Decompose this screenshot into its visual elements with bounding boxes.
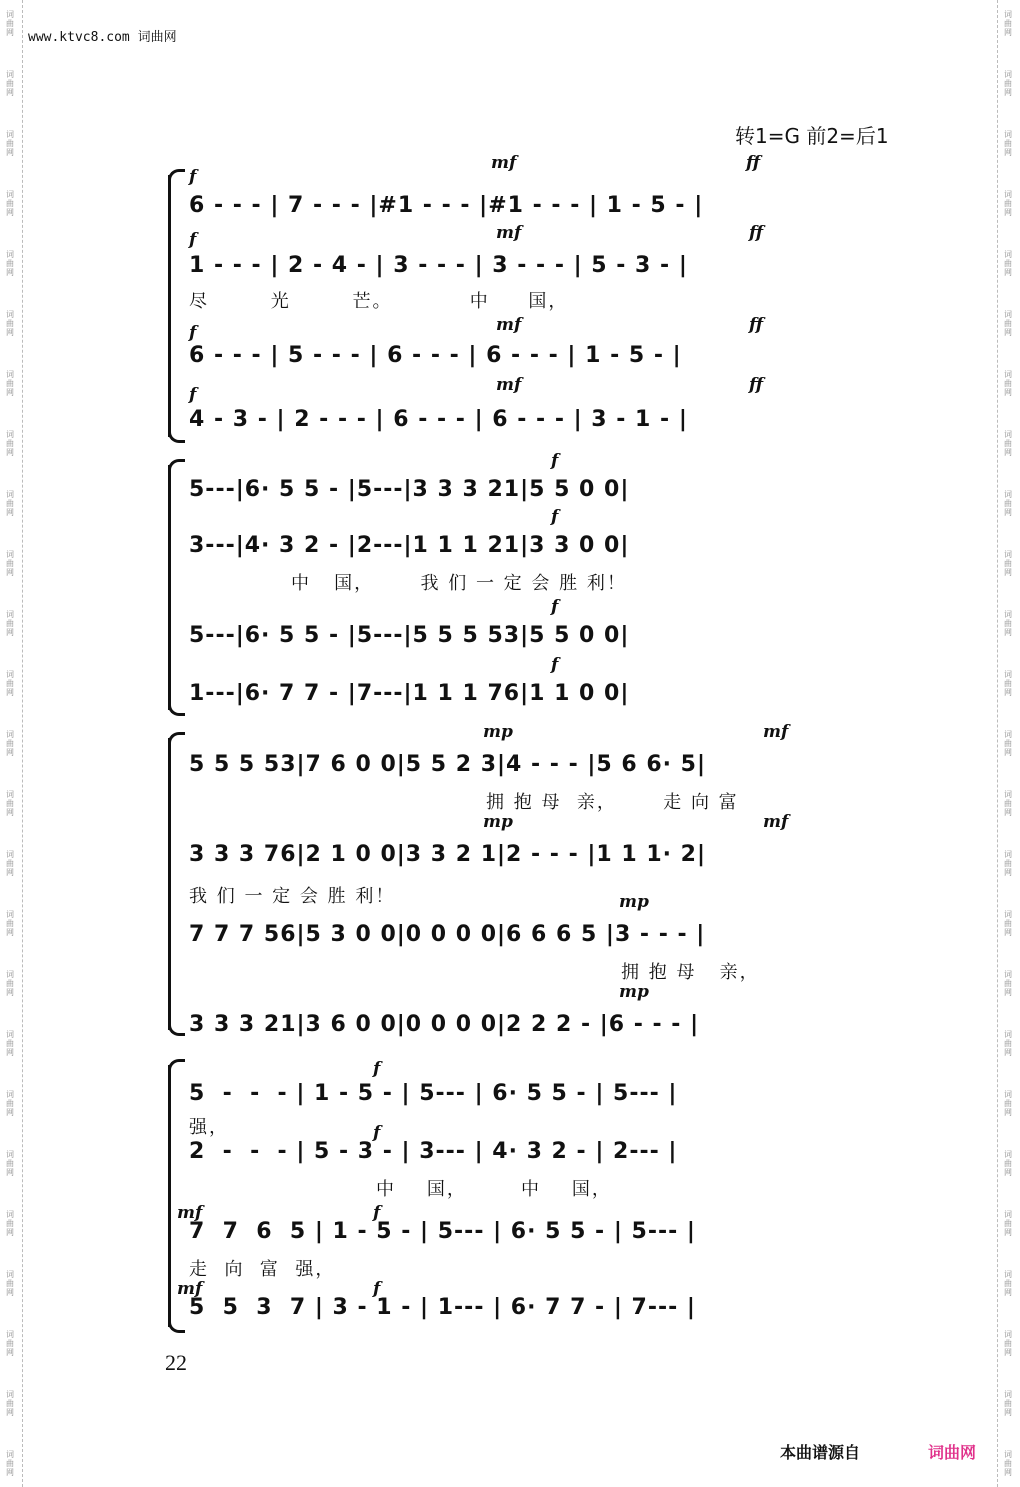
dynamic-marking: f [189,323,197,343]
dynamic-marking: f [373,1123,381,1143]
staff-line: 5 5 3 7 | 3 - 1 - | 1--- | 6· 7 7 - | 7--- | [189,1295,696,1320]
watermark-text: 词曲网 [6,1030,14,1057]
watermark-text: 词曲网 [1004,550,1012,577]
watermark-text: 词曲网 [6,490,14,517]
dynamic-marking: mp [619,892,649,912]
watermark-text: 词曲网 [6,10,14,37]
dynamic-marking: f [189,230,197,250]
watermark-text: 词曲网 [1004,1270,1012,1297]
footer-source-label: 本曲谱源自 [780,1443,861,1462]
left-watermark-strip [0,0,23,1487]
lyric-line: 走 向 富 强， [189,1259,336,1280]
watermark-text: 词曲网 [6,1270,14,1297]
lyric-line: 拥 抱 母 亲， 走 向 富 [486,792,739,813]
watermark-text: 词曲网 [1004,1330,1012,1357]
watermark-text: 词曲网 [6,1450,14,1477]
watermark-text: 词曲网 [6,850,14,877]
staff-line: 1 - - - | 2 - 4 - | 3 - - - | 3 - - - | 5 - 3 - | [189,253,688,278]
key-change: 转1=G 前2=后1 [735,124,889,148]
watermark-text: 词曲网 [1004,490,1012,517]
watermark-text: 词曲网 [6,1090,14,1117]
watermark-text: 词曲网 [1004,70,1012,97]
dynamic-marking: ff [749,315,764,335]
score-system-2 [168,451,630,710]
staff-line: 5---|6· 5 5 - |5---|5 5 5 53|5 5 0 0| [189,623,630,648]
staff-line: 2 - - - | 5 - 3 - | 3--- | 4· 3 2 - | 2--- | [189,1139,678,1164]
watermark-text: 词曲网 [1004,610,1012,637]
dynamic-marking: f [373,1279,381,1299]
staff-line: 1---|6· 7 7 - |7---|1 1 1 76|1 1 0 0| [189,681,630,706]
watermark-text: 词曲网 [6,1330,14,1357]
score-system-4 [168,1059,696,1327]
watermark-text: 词曲网 [6,610,14,637]
watermark-text: 词曲网 [1004,670,1012,697]
watermark-text: 词曲网 [1004,1210,1012,1237]
watermark-text: 词曲网 [1004,850,1012,877]
watermark-text: 词曲网 [6,730,14,757]
watermark-text: 词曲网 [6,970,14,997]
dynamic-marking: f [189,167,197,187]
watermark-text: 词曲网 [1004,910,1012,937]
staff-line: 3 3 3 21|3 6 0 0|0 0 0 0|2 2 2 - |6 - - - | [189,1012,700,1037]
lyric-line: 强， [189,1117,229,1138]
watermark-text: 词曲网 [6,190,14,217]
watermark-text: 词曲网 [1004,1030,1012,1057]
dynamic-marking: mf [496,375,522,395]
watermark-text: 词曲网 [6,70,14,97]
dynamic-marking: mp [483,812,513,832]
page-number: 22 [165,1350,187,1375]
staff-line: 5---|6· 5 5 - |5---|3 3 3 21|5 5 0 0| [189,477,630,502]
dynamic-marking: mp [483,722,513,742]
footer-brand-link[interactable]: 词曲网 [928,1443,977,1462]
watermark-text: 词曲网 [6,1210,14,1237]
dynamic-marking: f [551,507,559,527]
watermark-text: 词曲网 [1004,250,1012,277]
staff-line: 3 3 3 76|2 1 0 0|3 3 2 1|2 - - - |1 1 1· 2| [189,842,707,867]
watermark-text: 词曲网 [1004,190,1012,217]
watermark-text: 词曲网 [6,1150,14,1177]
watermark-text: 词曲网 [1004,1390,1012,1417]
watermark-text: 词曲网 [6,130,14,157]
site-url[interactable]: www.ktvc8.com 词曲网 [28,30,177,45]
dynamic-marking: mf [177,1279,203,1299]
watermark-text: 词曲网 [1004,970,1012,997]
score-system-1 [168,153,764,437]
lyric-line: 尽 光 芒。 中 国， [189,291,569,312]
watermark-text: 词曲网 [1004,730,1012,757]
watermark-text: 词曲网 [1004,1450,1012,1477]
dynamic-marking: f [551,597,559,617]
watermark-text: 词曲网 [6,790,14,817]
dynamic-marking: mf [491,153,517,173]
watermark-text: 词曲网 [6,670,14,697]
staff-line: 3---|4· 3 2 - |2---|1 1 1 21|3 3 0 0| [189,533,630,558]
dynamic-marking: ff [746,153,761,173]
watermark-text: 词曲网 [1004,130,1012,157]
staff-line: 5 5 5 53|7 6 0 0|5 5 2 3|4 - - - |5 6 6· 5| [189,752,707,777]
staff-line: 6 - - - | 5 - - - | 6 - - - | 6 - - - | 1 - 5 - | [189,343,682,368]
staff-line: 4 - 3 - | 2 - - - | 6 - - - | 6 - - - | 3 - 1 - | [189,407,688,432]
lyric-line: 中 国， 我 们 一 定 会 胜 利！ [291,573,627,594]
staff-line: 5 - - - | 1 - 5 - | 5--- | 6· 5 5 - | 5--- | [189,1081,678,1106]
watermark-text: 词曲网 [6,550,14,577]
watermark-text: 词曲网 [6,430,14,457]
watermark-text: 词曲网 [6,1390,14,1417]
lyric-line: 拥 抱 母 亲， [621,962,760,983]
dynamic-marking: mf [496,223,522,243]
watermark-text: 词曲网 [1004,790,1012,817]
dynamic-marking: f [373,1059,381,1079]
dynamic-marking: mf [177,1203,203,1223]
staff-line: 6 - - - | 7 - - - |#1 - - - |#1 - - - | 1 - 5 - | [189,193,704,218]
lyric-line: 中 国， 中 国， [376,1179,612,1200]
staff-line: 7 7 6 5 | 1 - 5 - | 5--- | 6· 5 5 - | 5--- | [189,1219,696,1244]
watermark-text: 词曲网 [6,310,14,337]
score-system-3 [168,722,789,1037]
dynamic-marking: mf [763,812,789,832]
dynamic-marking: f [189,385,197,405]
dynamic-marking: f [551,451,559,471]
watermark-text: 词曲网 [6,370,14,397]
staff-line: 7 7 7 56|5 3 0 0|0 0 0 0|6 6 6 5 |3 - - - | [189,922,706,947]
right-watermark-strip [997,0,1020,1487]
watermark-text: 词曲网 [1004,430,1012,457]
dynamic-marking: ff [749,375,764,395]
watermark-text: 词曲网 [1004,370,1012,397]
watermark-text: 词曲网 [1004,310,1012,337]
dynamic-marking: mf [496,315,522,335]
watermark-text: 词曲网 [1004,1090,1012,1117]
dynamic-marking: ff [749,223,764,243]
watermark-text: 词曲网 [1004,10,1012,37]
dynamic-marking: f [551,655,559,675]
dynamic-marking: mp [619,982,649,1002]
watermark-text: 词曲网 [6,250,14,277]
watermark-text: 词曲网 [1004,1150,1012,1177]
dynamic-marking: mf [763,722,789,742]
dynamic-marking: f [373,1203,381,1223]
watermark-text: 词曲网 [6,910,14,937]
lyric-line: 我 们 一 定 会 胜 利！ [189,886,396,907]
